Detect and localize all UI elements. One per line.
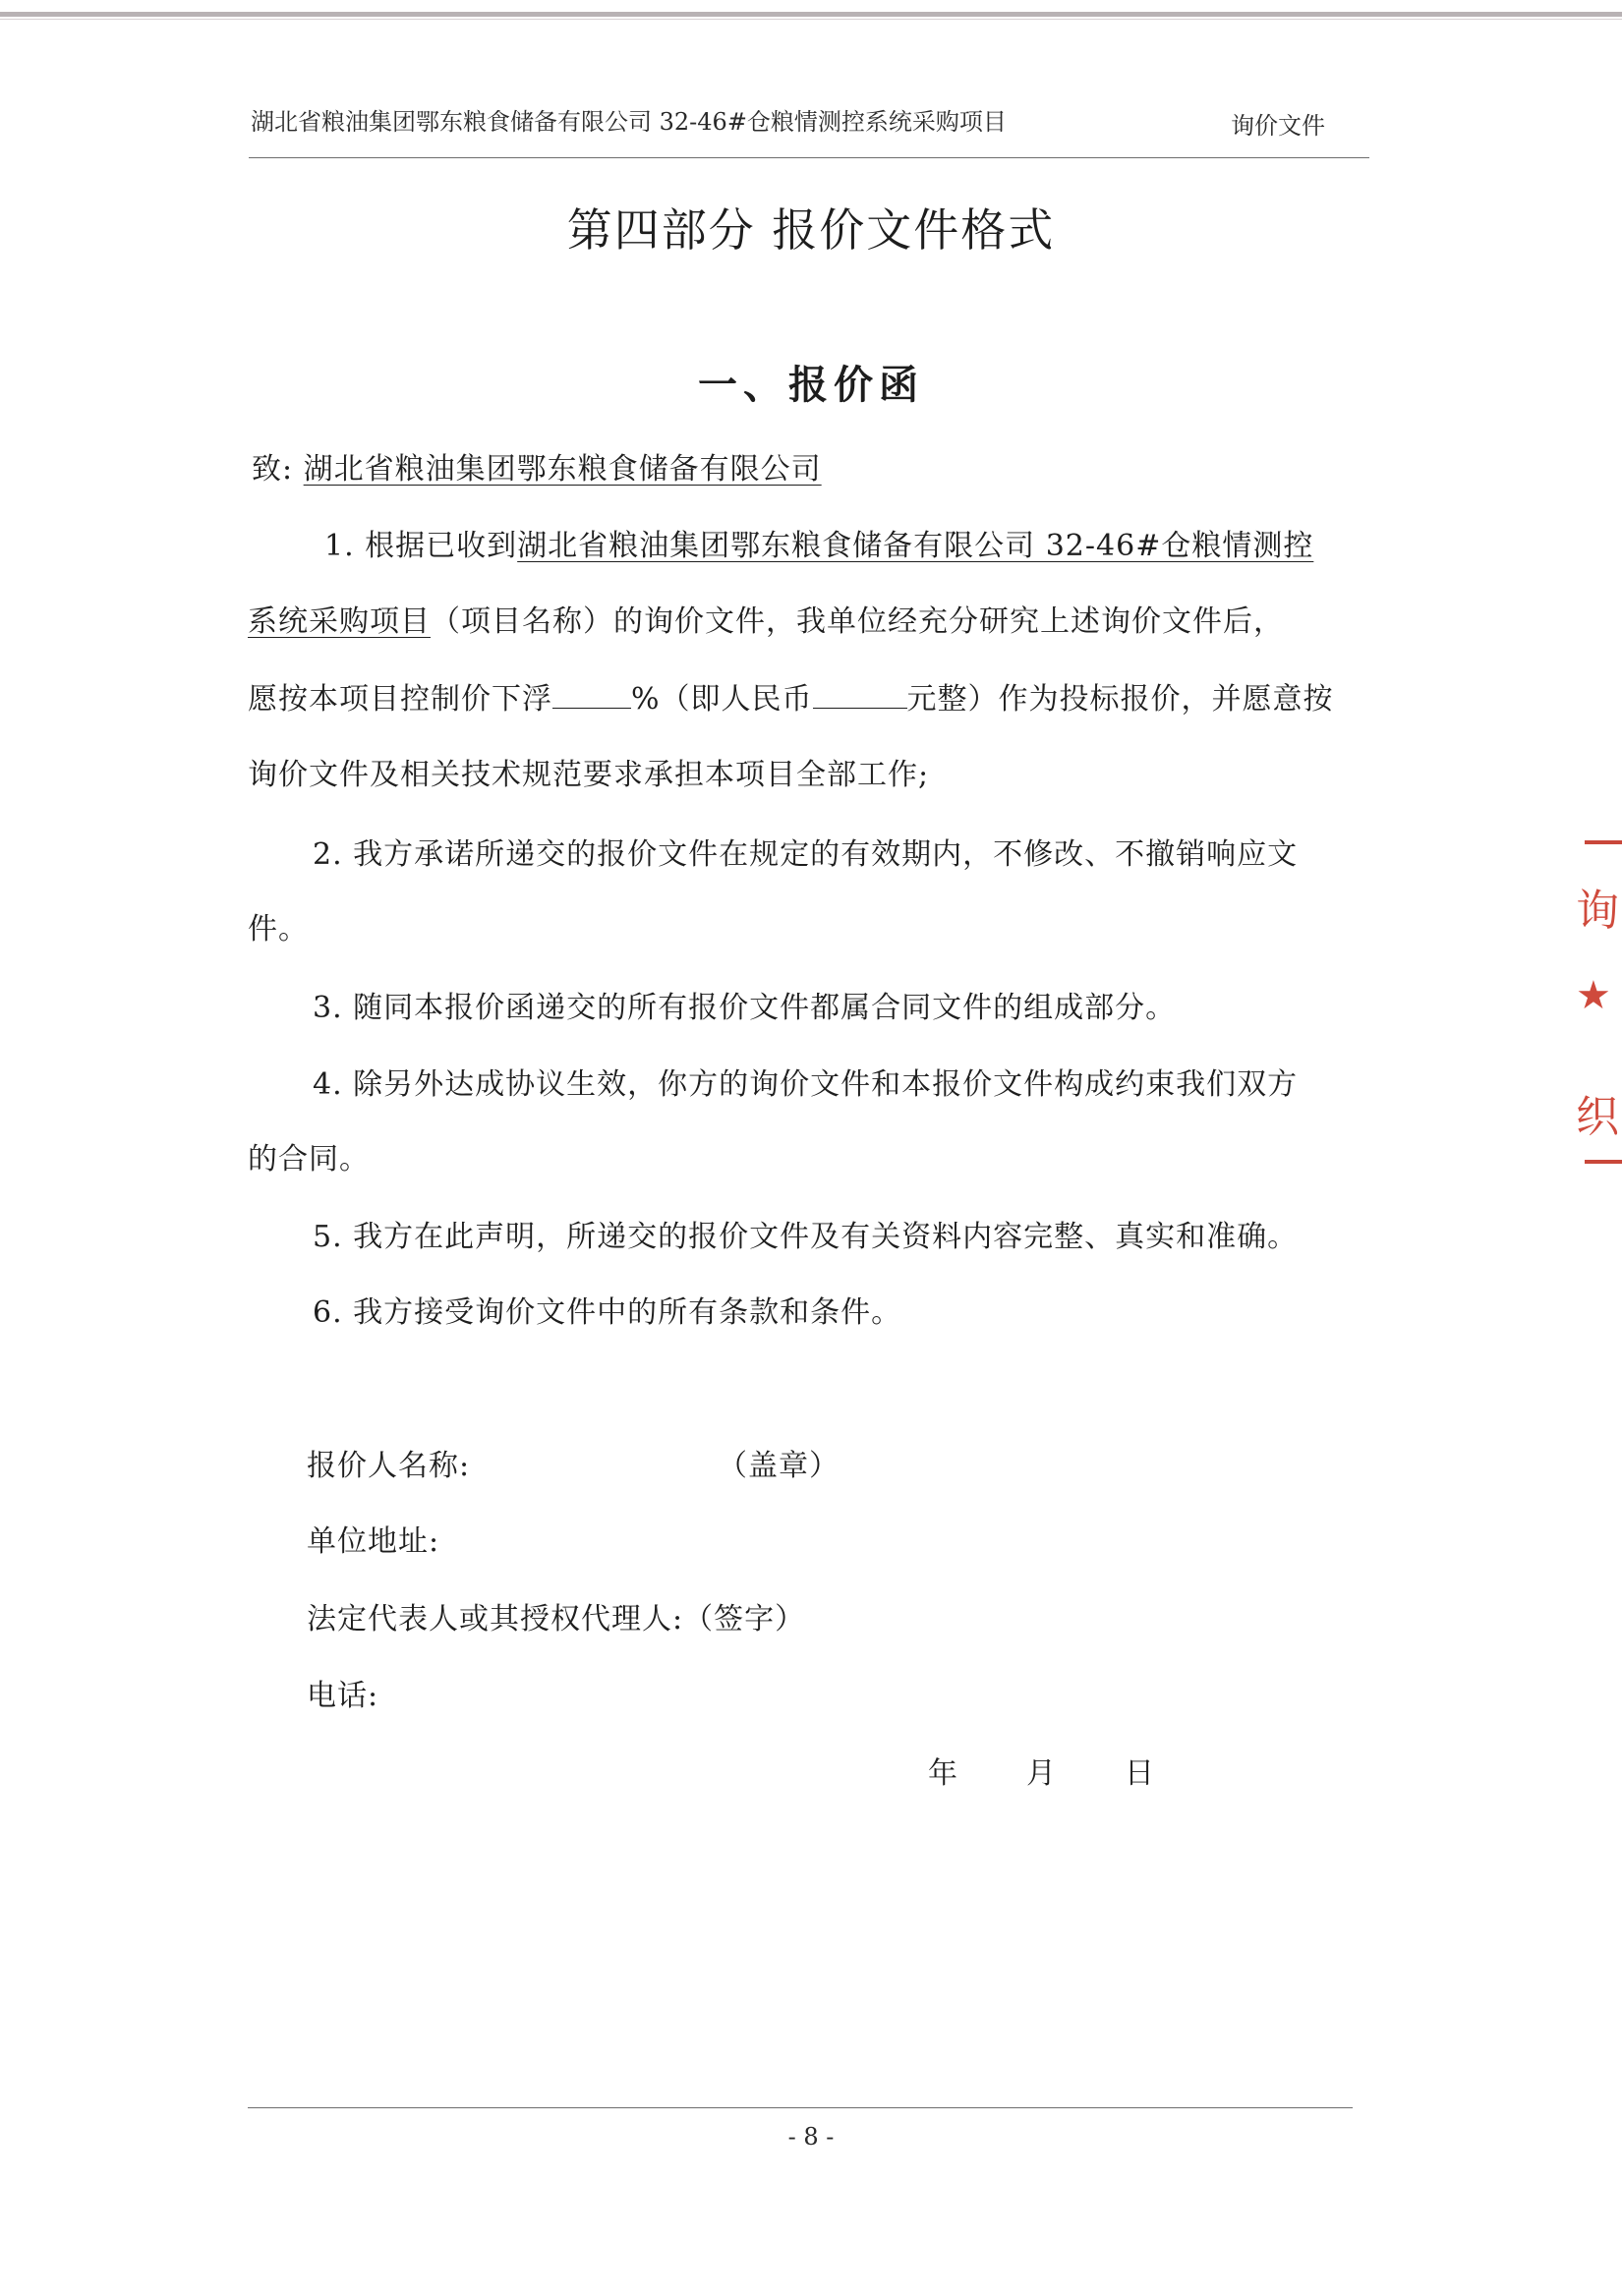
p1-project-name: 湖北省粮油集团鄂东粮食储备有限公司 32-46#仓粮情测控: [517, 529, 1314, 563]
p1-line2: [248, 597, 1284, 640]
p1-line3-b: %（即人民币: [631, 682, 813, 717]
p1-line3-c: 元整）作为投标报价，并愿意按: [906, 682, 1334, 717]
addressee-line: [252, 444, 822, 488]
date-month: 月: [1026, 1756, 1057, 1791]
stamp-glyph-bottom: 织: [1576, 1092, 1619, 1142]
to-label: 致:: [252, 452, 294, 487]
p1-line3-a: 愿按本项目控制价下浮: [248, 682, 552, 717]
p1-line1: [324, 521, 1313, 564]
p2-line1: 2. 我方承诺所递交的报价文件在规定的有效期内，不修改、不撤销响应文: [313, 837, 1299, 872]
header-project-title: 湖北省粮油集团鄂东粮食储备有限公司 32-46#仓粮情测控系统采购项目: [251, 108, 1007, 136]
p1-prefix: 1. 根据已收到: [324, 529, 518, 563]
p4-line2: 的合同。: [248, 1142, 370, 1177]
header-divider: [249, 157, 1369, 158]
stamp-glyph-top: 询: [1576, 886, 1619, 936]
page-number: - 8 -: [787, 2123, 835, 2151]
discount-percent-blank[interactable]: [552, 682, 631, 709]
p1-line3: [248, 674, 1334, 718]
p1-project-name-cont: 系统采购项目: [248, 604, 431, 639]
to-name: 湖北省粮油集团鄂东粮食储备有限公司: [303, 452, 822, 487]
header-doc-type: 询价文件: [1231, 112, 1325, 140]
phone-label: 电话:: [307, 1679, 379, 1713]
p3-line: 3. 随同本报价函递交的所有报价文件都属合同文件的组成部分。: [313, 991, 1177, 1025]
date-day: 日: [1125, 1756, 1155, 1791]
p1-line2-text: （项目名称）的询价文件，我单位经充分研究上述询价文件后，: [431, 604, 1284, 639]
scan-top-border: [0, 12, 1622, 17]
section-title: 一、报价函: [698, 362, 924, 408]
p5-line: 5. 我方在此声明，所递交的报价文件及有关资料内容完整、真实和准确。: [313, 1220, 1299, 1254]
address-label: 单位地址:: [307, 1524, 440, 1559]
p4-line1: 4. 除另外达成协议生效，你方的询价文件和本报价文件构成约束我们双方: [313, 1067, 1299, 1102]
p2-line2: 件。: [248, 912, 309, 947]
stamp-star-icon: ★: [1576, 973, 1611, 1018]
footer-divider: [248, 2107, 1353, 2108]
p1-line4: 询价文件及相关技术规范要求承担本项目全部工作;: [248, 758, 930, 792]
bidder-name-label: 报价人名称:: [307, 1449, 471, 1483]
stamp-edge-top: [1585, 840, 1622, 844]
p6-line: 6. 我方接受询价文件中的所有条款和条件。: [313, 1295, 902, 1330]
representative-label: 法定代表人或其授权代理人:（签字）: [307, 1602, 806, 1636]
amount-blank[interactable]: [813, 682, 907, 709]
part-title: 第四部分 报价文件格式: [566, 203, 1056, 257]
date-year: 年: [928, 1756, 958, 1791]
scan-top-border-thin: [0, 19, 1622, 20]
seal-note: （盖章）: [718, 1449, 840, 1483]
stamp-edge-bottom: [1585, 1160, 1622, 1164]
